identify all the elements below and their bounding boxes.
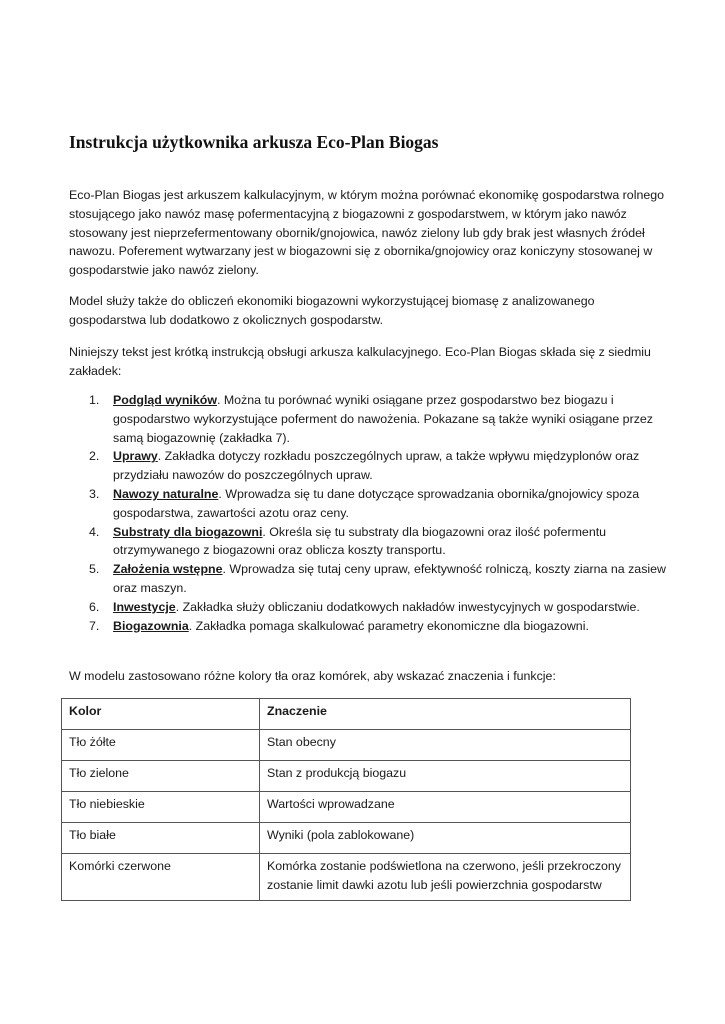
- table-row: [62, 730, 631, 761]
- table-header-cell: Znaczenie: [260, 699, 631, 730]
- text-line: stosowany jest nieprzefermentowany obornik/gnojowica, nawóz zielony lub gdy brak jest własnych źródeł: [69, 225, 645, 240]
- tabs-list: [69, 391, 669, 635]
- item-text: . Wprowadza się tutaj ceny upraw, efektywność rolniczą, koszty ziarna na zasiew: [222, 562, 666, 577]
- item-text: . Wprowadza się tu dane dotyczące sprowadzania obornika/gnojowicy spoza: [218, 486, 640, 501]
- text-line: Niniejszy tekst jest krótką instrukcją obsługi arkusza kalkulacyjnego. Eco-Plan Biogas składa się z siedmiu: [69, 345, 651, 359]
- text-line: [113, 485, 669, 504]
- text-line: Stan z produkcją biogazu: [267, 766, 407, 780]
- list-number: 6.: [89, 599, 100, 614]
- intro-paragraph: [69, 186, 665, 280]
- list-item: [69, 617, 669, 636]
- text-line: przydziału nawozów do poszczególnych upraw.: [113, 468, 373, 483]
- text-line: otrzymywanego z biogazowni oraz oblicza koszty transportu.: [113, 543, 446, 558]
- text-line: [113, 391, 669, 410]
- text-line: Komórka zostanie podświetlona na czerwono, jeśli przekroczony: [267, 859, 621, 873]
- text-line: nawozu. Poferement wytwarzany jest w biogazowni się z obornika/gnojowicy oraz koniczyny stosowanej w: [69, 244, 653, 259]
- item-text: . Określa się tu substraty dla biogazowni oraz ilość pofermentu: [262, 524, 607, 539]
- text-line: Wartości wprowadzane: [267, 797, 395, 811]
- list-number: 2.: [89, 449, 100, 464]
- tab-keyword: Substraty dla biogazowni: [113, 524, 263, 539]
- table-cell-meaning: [260, 792, 631, 823]
- table-cell-color: Tło żółte: [62, 730, 260, 761]
- table-row: [62, 761, 631, 792]
- list-item: [69, 485, 669, 523]
- tab-keyword: Uprawy: [113, 449, 158, 464]
- text-line: gospodarstwo wykorzystujące poferment do nawożenia. Pokazane są także wyniki osiągane przez: [113, 411, 653, 426]
- text-line: oraz maszyn.: [113, 580, 187, 595]
- table-cell-meaning: [260, 730, 631, 761]
- color-legend-table: [61, 698, 631, 901]
- text-line: gospodarstwa, zawartości azotu oraz ceny.: [113, 505, 349, 520]
- tab-keyword: Podgląd wyników: [113, 393, 217, 407]
- table-row: [62, 823, 631, 854]
- text-line: [113, 617, 669, 636]
- table-cell-color: Tło zielone: [62, 761, 260, 792]
- table-header-cell: Kolor: [62, 699, 260, 730]
- text-line: [113, 447, 669, 466]
- list-item: [69, 391, 669, 447]
- tab-keyword: Biogazownia: [113, 618, 189, 633]
- table-cell-meaning: [260, 854, 631, 901]
- item-text: . Zakładka dotyczy rozkładu poszczególnych upraw, a także wpływu międzyplonów oraz: [157, 449, 640, 464]
- text-line: W modelu zastosowano różne kolory tła oraz komórek, aby wskazać znaczenia i funkcje:: [69, 669, 556, 683]
- list-item: [69, 523, 669, 561]
- table-cell-color: Tło białe: [62, 823, 260, 854]
- item-text: . Zakładka pomaga skalkulować parametry ekonomiczne dla biogazowni.: [188, 618, 589, 633]
- table-row: [62, 854, 631, 901]
- text-line: zostanie limit dawki azotu lub jeśli powierzchnia gospodarstw: [267, 877, 602, 892]
- colors-intro-paragraph: [69, 667, 661, 686]
- table-row: [62, 792, 631, 823]
- item-text: . Zakładka służy obliczaniu dodatkowych nakładów inwestycyjnych w gospodarstwie.: [175, 599, 640, 614]
- tab-keyword: Nawozy naturalne: [113, 486, 219, 501]
- list-item: [69, 598, 669, 617]
- table-cell-color: Komórki czerwone: [62, 854, 260, 901]
- list-number: 5.: [89, 562, 100, 577]
- model-paragraph: [69, 292, 661, 330]
- list-item: [69, 447, 669, 485]
- tabs-intro-paragraph: [69, 343, 661, 381]
- tab-keyword: Inwestycje: [113, 599, 176, 614]
- text-line: Stan obecny: [267, 735, 336, 749]
- text-line: gospodarstwie jako nawóz zielony.: [69, 263, 259, 278]
- text-line: Model służy także do obliczeń ekonomiki biogazowni wykorzystującej biomasę z analizowanego: [69, 294, 595, 308]
- text-line: Wyniki (pola zablokowane): [267, 828, 415, 842]
- text-line: stosującego jako nawóz masę pofermentacyjną z biogazowni z gospodarstwem, w którym jako nawóz: [69, 206, 627, 221]
- table-cell-meaning: [260, 823, 631, 854]
- list-number: 7.: [89, 618, 100, 633]
- text-line: [113, 523, 669, 542]
- list-number: 1.: [89, 393, 100, 407]
- text-line: [113, 560, 669, 579]
- text-line: samą biogazownię (zakładka 7).: [113, 430, 291, 445]
- tab-keyword: Założenia wstępne: [113, 562, 223, 577]
- table-header-row: [62, 699, 631, 730]
- text-line: Eco-Plan Biogas jest arkuszem kalkulacyjnym, w którym można porównać ekonomikę gospodarstwa rolnego: [69, 188, 665, 202]
- text-line: gospodarstwa lub dodatkowo z okolicznych gospodarstw.: [69, 312, 384, 327]
- table-cell-meaning: [260, 761, 631, 792]
- document-title: Instrukcja użytkownika arkusza Eco-Plan Biogas: [69, 132, 439, 152]
- text-line: zakładek:: [69, 363, 122, 378]
- list-number: 4.: [89, 524, 100, 539]
- list-number: 3.: [89, 486, 100, 501]
- item-text: . Można tu porównać wyniki osiągane przez gospodarstwo bez biogazu i: [216, 393, 614, 407]
- list-item: [69, 560, 669, 598]
- text-line: [113, 598, 669, 617]
- table-cell-color: Tło niebieskie: [62, 792, 260, 823]
